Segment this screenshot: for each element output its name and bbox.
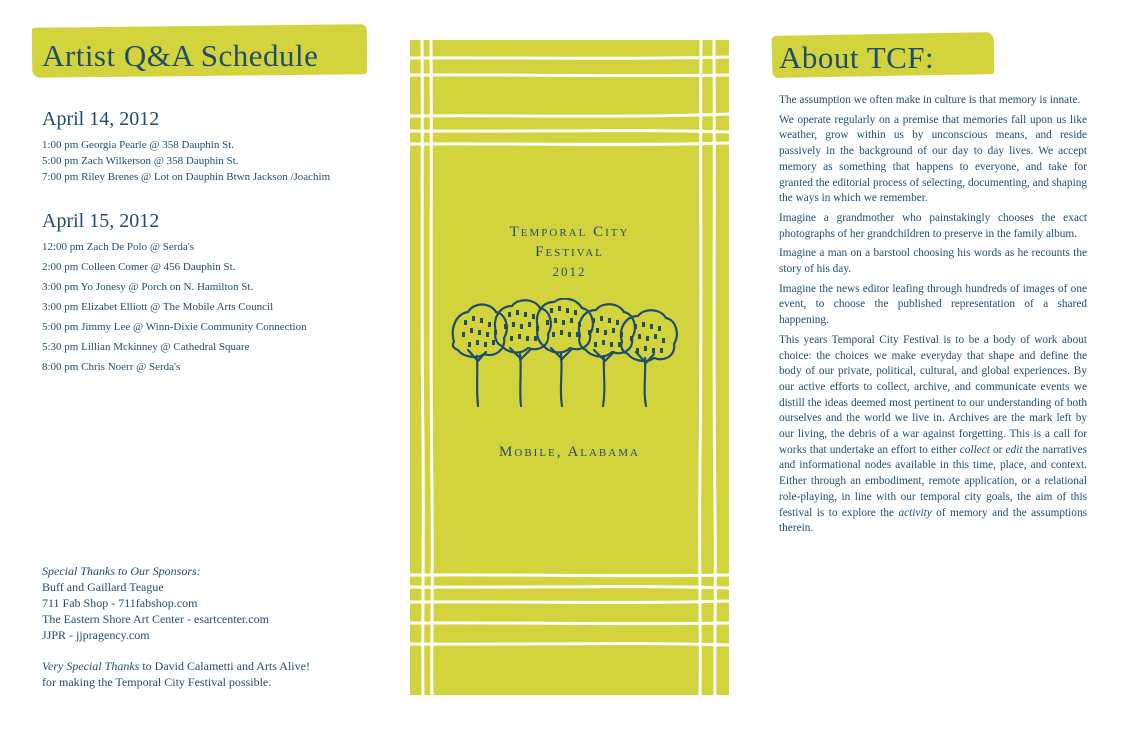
schedule-item: 3:00 pm Yo Jonesy @ Porch on N. Hamilton St.: [42, 281, 254, 293]
about-emphasis: activity: [898, 506, 932, 519]
about-heading: About TCF:: [779, 40, 935, 75]
cover-year: 2012: [552, 264, 587, 279]
about-paragraph: [779, 333, 1087, 537]
about-text-run: This years Temporal City Festival is to be a body of work about choice: the choices we make everyday that shape and define the body of our private, political, cultural, and global experiences. By our active efforts to collect, archive, and communicate events we distill the ideas deemed most pertinent to our understanding of both ourselves and the world we live in. Archives are the mark left by our living, the debris of a war against forgetting. This is a call for works that undertake an effort to either: [779, 333, 1087, 456]
schedule-item: 3:00 pm Elizabet Elliott @ The Mobile Arts Council: [42, 301, 274, 313]
cover-title-line2: Festival: [535, 244, 604, 260]
sponsor-line: Buff and Gaillard Teague: [42, 580, 164, 594]
schedule-item: 5:00 pm Jimmy Lee @ Winn-Dixie Community Connection: [42, 321, 307, 333]
cover-panel: [410, 40, 729, 695]
cover-location: Mobile, Alabama: [499, 444, 640, 460]
sponsors-title: Special Thanks to Our Sponsors:: [42, 564, 201, 578]
schedule-item: 1:00 pm Georgia Pearle @ 358 Dauphin St.: [42, 139, 235, 151]
about-paragraph: The assumption we often make in culture is that memory is innate.: [779, 94, 1081, 106]
about-text: [779, 93, 1087, 541]
schedule-item: 12:00 pm Zach De Polo @ Serda's: [42, 241, 195, 253]
sponsor-line: 711 Fab Shop - 711fabshop.com: [42, 596, 198, 610]
schedule-item: 7:00 pm Riley Brenes @ Lot on Dauphin Btwn Jackson /Joachim: [42, 171, 331, 183]
date-heading-april-15: April 15, 2012: [42, 210, 160, 232]
schedule-item: 8:00 pm Chris Noerr @ Serda's: [42, 361, 181, 373]
schedule-item: 5:00 pm Zach Wilkerson @ 358 Dauphin St.: [42, 155, 239, 167]
special-thanks-lead: Very Special Thanks: [42, 659, 140, 673]
schedule-heading: Artist Q&A Schedule: [42, 38, 319, 73]
schedule-item: 2:00 pm Colleen Comer @ 456 Dauphin St.: [42, 261, 236, 273]
schedule-item: 5:30 pm Lillian Mckinney @ Cathedral Square: [42, 341, 250, 353]
special-thanks-line2: for making the Temporal City Festival possible.: [42, 675, 272, 689]
date-heading-april-14: April 14, 2012: [42, 108, 160, 130]
special-thanks-text: to David Calametti and Arts Alive!: [139, 659, 310, 673]
about-emphasis: collect: [959, 443, 990, 456]
about-text-run: the narratives and informational nodes available in this time, place, and context. Either through an embodiment, remote application, or a relational role-playing, in line with our temporal city goals, the aim of this festival is to explore the: [779, 443, 1087, 519]
sponsors-block: [42, 563, 269, 643]
special-thanks-block: [42, 658, 310, 690]
schedule-list-april-14: [42, 137, 330, 185]
about-paragraph: We operate regularly on a premise that memories fall upon us like weather, grow within us by unconscious means, and reside passively in the background of our day to day lives. We accept memory as something that happens to everyone, and take for granted the editorial process of selecting, documenting, and shaping the ways in which we remember.: [779, 113, 1087, 205]
schedule-list-april-15: [42, 237, 307, 377]
about-paragraph: Imagine a man on a barstool choosing his words as he recounts the story of his day.: [779, 247, 1087, 276]
sponsor-line: The Eastern Shore Art Center - esartcenter.com: [42, 612, 269, 626]
five-trees-icon: [446, 298, 686, 410]
cover-title-line1: Temporal City: [509, 224, 630, 240]
about-paragraph: Imagine a grandmother who painstakingly chooses the exact photographs of her grandchildren to preserve in the family album.: [779, 211, 1087, 240]
about-text-run: or: [989, 443, 1006, 456]
about-emphasis: edit: [1005, 443, 1023, 456]
about-text-run: of memory and the assumptions therein.: [779, 506, 1087, 535]
sponsor-line: JJPR - jjpragency.com: [42, 628, 150, 642]
about-paragraph: Imagine the news editor leafing through hundreds of images of one event, to choose the published representation of a shared happening.: [779, 282, 1087, 327]
